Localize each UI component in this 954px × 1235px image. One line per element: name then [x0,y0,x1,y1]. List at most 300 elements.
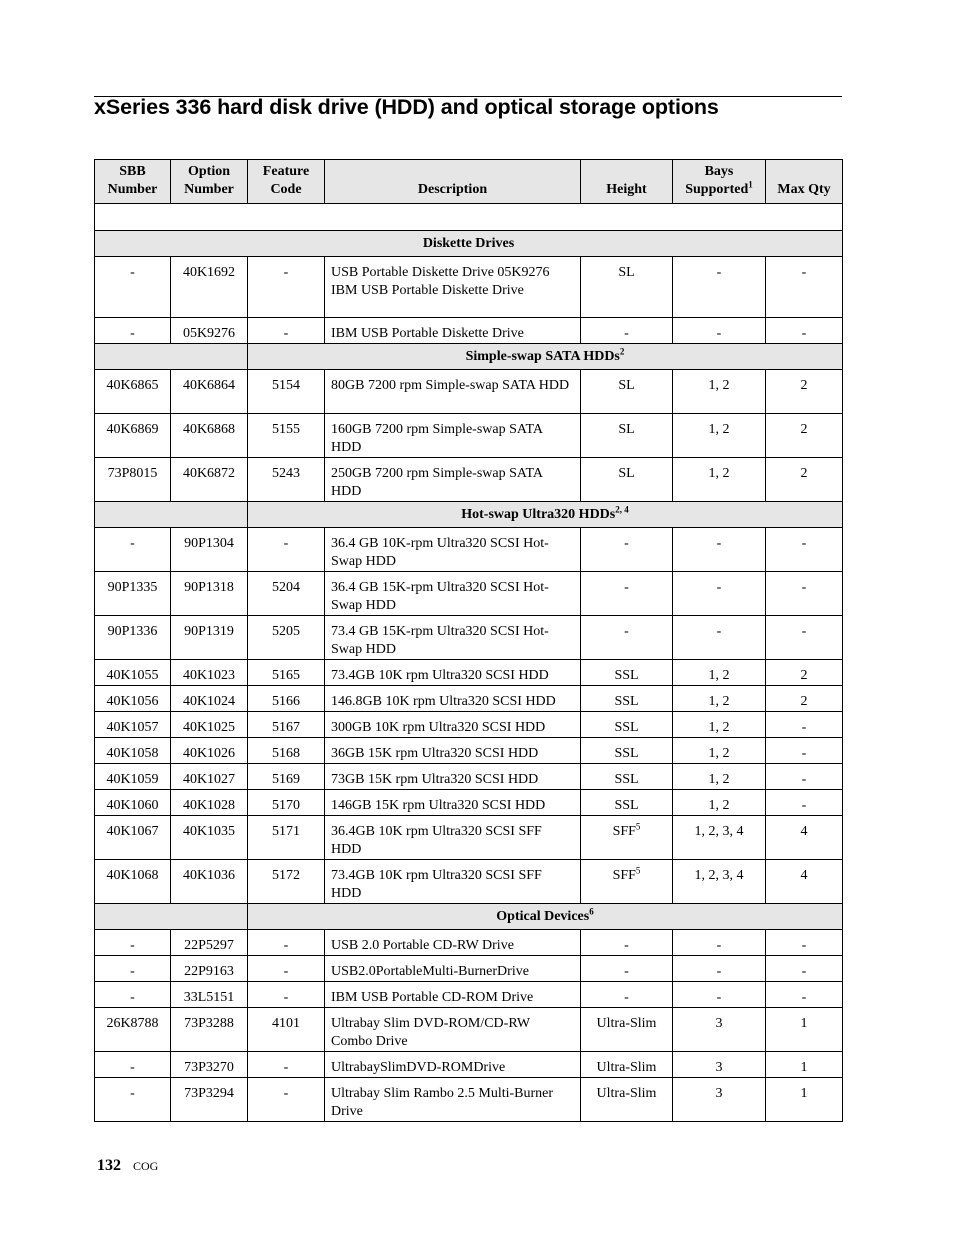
cell-height-value: Ultra-Slim [596,1086,657,1101]
cell-max [766,816,843,860]
cell-max-value: - [801,964,807,979]
cell-feature [248,458,325,502]
cell-desc-value: 73GB 15K rpm Ultra320 SCSI HDD [331,772,539,787]
cell-height-value: SSL [614,746,639,761]
table-row [95,930,843,956]
cell-sbb [95,257,171,318]
cell-option [171,660,248,686]
cell-bays-value: 1, 2 [708,772,730,787]
cell-desc-value: 160GB 7200 rpm Simple-swap SATA HDD [331,422,543,455]
cell-desc-value: USB Portable Diskette Drive 05K9276 IBM USB Portable Diskette Drive [331,265,550,298]
cell-option [171,572,248,616]
cell-sbb-value: 40K1058 [106,746,159,761]
cell-bays [673,790,766,816]
cell-desc-value: 146GB 15K rpm Ultra320 SCSI HDD [331,798,546,813]
cell-sbb-value: - [130,990,135,1005]
cell-max-value: 4 [800,824,808,839]
cell-sbb [95,572,171,616]
section-empty-cell [95,904,248,930]
cell-height [581,458,673,502]
cell-feature [248,572,325,616]
page-title: xSeries 336 hard disk drive (HDD) and optical storage options [94,95,719,119]
cell-max [766,318,843,344]
cell-max-value: 2 [800,378,808,393]
cell-option [171,956,248,982]
cell-sbb-value: 40K1057 [106,720,159,735]
cell-desc [325,686,581,712]
cell-sbb-value: 40K1060 [106,798,159,813]
cell-option [171,764,248,790]
cell-bays [673,930,766,956]
cell-feature-value: 5171 [272,824,300,839]
cell-height [581,930,673,956]
cell-feature-value: - [283,964,289,979]
storage-options-table [94,159,843,1122]
header-bays-supported [673,160,766,204]
table-row [95,738,843,764]
cell-feature-value: - [283,990,289,1005]
cell-desc [325,572,581,616]
cell-max [766,1052,843,1078]
cell-feature [248,764,325,790]
cell-desc-value: 73.4GB 10K rpm Ultra320 SCSI SFF HDD [331,868,542,901]
cell-option [171,686,248,712]
cell-option-value: 40K1035 [182,824,236,839]
page-number: 132 [97,1157,121,1174]
cell-sbb [95,982,171,1008]
cell-sbb-value: 40K1067 [106,824,159,839]
cell-height-value: SSL [614,694,639,709]
cell-sbb [95,764,171,790]
cell-sbb-value: 40K1055 [106,668,159,683]
header-sbb-number: SBB Number [95,160,171,204]
cell-bays-value: 3 [715,1060,723,1075]
cell-max [766,370,843,414]
cell-desc-value: 36.4GB 10K rpm Ultra320 SCSI SFF HDD [331,824,542,857]
header-row [95,160,843,204]
cell-desc-value: IBM USB Portable Diskette Drive [331,326,524,341]
cell-bays [673,738,766,764]
cell-bays-value: - [716,938,722,953]
cell-max [766,930,843,956]
cell-bays-value: 1, 2 [708,746,730,761]
cell-desc-value: 73.4GB 10K rpm Ultra320 SCSI HDD [331,668,549,683]
cell-height [581,1008,673,1052]
cell-sbb-value: 40K1056 [106,694,159,709]
cell-feature [248,956,325,982]
cell-bays [673,860,766,904]
cell-bays [673,816,766,860]
table-row [95,1008,843,1052]
cell-feature [248,790,325,816]
cell-option [171,712,248,738]
cell-desc-value: Ultrabay Slim DVD-ROM/CD-RW Combo Drive [331,1016,530,1049]
cell-feature [248,860,325,904]
cell-feature-value: 5172 [272,868,300,883]
cell-option-value: 22P5297 [184,938,234,953]
cell-max [766,257,843,318]
cell-option [171,860,248,904]
cell-bays-value: - [716,265,722,280]
cell-height [581,790,673,816]
cell-height-value: - [624,964,629,979]
cell-max [766,1008,843,1052]
table-row [95,528,843,572]
cell-bays-value: - [716,580,722,595]
cell-desc-value: Ultrabay Slim Rambo 2.5 Multi-Burner Drive [331,1086,554,1119]
cell-option [171,616,248,660]
section-footnote: 2, 4 [615,504,629,515]
cell-bays-value: - [716,624,722,639]
section-row-optical [95,904,843,930]
cell-sbb [95,528,171,572]
cell-max [766,860,843,904]
table-row [95,790,843,816]
cell-desc-value: 80GB 7200 rpm Simple-swap SATA HDD [331,378,570,393]
cell-sbb-value: 26K8788 [106,1016,159,1031]
height-footnote: 5 [635,865,641,876]
cell-max-value: - [801,536,807,551]
cell-height-value: SSL [614,668,639,683]
cell-feature-value: 5205 [272,624,300,639]
cell-feature-value: 5204 [272,580,300,595]
cell-bays [673,458,766,502]
cell-feature [248,660,325,686]
cell-sbb [95,930,171,956]
cell-feature-value: - [283,265,289,280]
cell-option-value: 40K1023 [182,668,236,683]
cell-feature-value: 5169 [272,772,300,787]
cell-max-value: 1 [800,1086,808,1101]
cell-bays [673,660,766,686]
cell-sbb [95,458,171,502]
footer-text: COG [133,1159,159,1173]
cell-desc [325,318,581,344]
cell-max [766,1078,843,1122]
cell-bays [673,257,766,318]
cell-max-value: 1 [800,1060,808,1075]
cell-max-value: - [801,326,807,341]
cell-desc-value: IBM USB Portable CD-ROM Drive [331,990,534,1005]
cell-sbb [95,414,171,458]
cell-height-value: - [624,990,629,1005]
cell-option [171,738,248,764]
cell-height-value: SSL [614,798,639,813]
cell-height-value: - [624,326,629,341]
cell-feature [248,257,325,318]
cell-height [581,982,673,1008]
cell-sbb [95,318,171,344]
cell-feature [248,370,325,414]
cell-height-value: SL [618,422,635,437]
cell-sbb-value: 40K1068 [106,868,159,883]
cell-bays-value: - [716,990,722,1005]
cell-feature [248,930,325,956]
cell-feature-value: 5168 [272,746,300,761]
cell-option-value: 90P1319 [184,624,234,639]
cell-feature-value: - [283,326,289,341]
cell-feature [248,1078,325,1122]
cell-sbb-value: - [130,964,135,979]
cell-option [171,528,248,572]
cell-option-value: 73P3294 [184,1086,234,1101]
section-label-cell [248,502,843,528]
cell-desc [325,1052,581,1078]
cell-bays [673,712,766,738]
cell-sbb [95,1078,171,1122]
cell-height-value: SSL [614,772,639,787]
cell-bays-value: 3 [715,1016,723,1031]
cell-option [171,930,248,956]
cell-bays-value: - [716,326,722,341]
cell-max-value: - [801,798,807,813]
cell-height [581,860,673,904]
cell-max [766,790,843,816]
cell-sbb-value: 90P1336 [107,624,158,639]
cell-feature-value: 5167 [272,720,300,735]
cell-desc [325,930,581,956]
section-empty-cell [95,502,248,528]
cell-option-value: 40K1026 [182,746,236,761]
cell-max [766,528,843,572]
cell-option-value: 05K9276 [182,326,236,341]
section-row-diskette [95,231,843,257]
cell-option-value: 40K1024 [182,694,236,709]
height-footnote: 5 [635,821,641,832]
cell-max [766,458,843,502]
cell-sbb [95,1008,171,1052]
cell-height [581,257,673,318]
cell-height-value: SL [618,265,635,280]
cell-max-value: - [801,720,807,735]
cell-max-value: 2 [800,466,808,481]
table-row [95,616,843,660]
header-feature-code: Feature Code [248,160,325,204]
table-row [95,686,843,712]
cell-desc [325,414,581,458]
cell-bays [673,764,766,790]
cell-sbb [95,370,171,414]
cell-desc-value: 36.4 GB 10K-rpm Ultra320 SCSI Hot-Swap HDD [331,536,549,569]
header-description: Description [325,160,581,204]
cell-bays-value: 1, 2 [708,422,730,437]
cell-sbb [95,956,171,982]
cell-feature-value: - [283,1060,289,1075]
cell-bays-value: 1, 2, 3, 4 [694,868,744,883]
table-row [95,370,843,414]
cell-sbb-value: 90P1335 [107,580,158,595]
cell-option [171,370,248,414]
section-label-cell [248,344,843,370]
section-label-cell [248,904,843,930]
cell-feature-value: 5165 [272,668,300,683]
cell-desc [325,956,581,982]
cell-height [581,414,673,458]
cell-max [766,764,843,790]
cell-option-value: 40K6868 [182,422,236,437]
table-row [95,764,843,790]
cell-sbb [95,616,171,660]
cell-feature [248,712,325,738]
section-row-sata [95,344,843,370]
cell-bays [673,414,766,458]
cell-desc [325,616,581,660]
cell-sbb [95,738,171,764]
cell-option-value: 40K1025 [182,720,236,735]
table-row [95,414,843,458]
cell-feature-value: 5154 [272,378,300,393]
cell-height [581,370,673,414]
cell-feature [248,738,325,764]
section-row-hotswap [95,502,843,528]
cell-height-value: Ultra-Slim [596,1016,657,1031]
cell-sbb-value: - [130,1060,135,1075]
cell-option-value: 73P3270 [184,1060,234,1075]
cell-height [581,686,673,712]
cell-option-value: 40K1692 [182,265,236,280]
cell-desc [325,458,581,502]
table-row [95,816,843,860]
cell-feature-value: 5166 [272,694,300,709]
table-row [95,982,843,1008]
cell-desc-value: 300GB 10K rpm Ultra320 SCSI HDD [331,720,546,735]
cell-sbb [95,712,171,738]
cell-max [766,956,843,982]
cell-desc [325,816,581,860]
cell-max-value: - [801,938,807,953]
cell-bays [673,370,766,414]
cell-sbb [95,1052,171,1078]
cell-option [171,1008,248,1052]
cell-bays-value: 1, 2 [708,798,730,813]
cell-feature-value: 5155 [272,422,300,437]
cell-sbb [95,660,171,686]
section-footnote: 6 [589,906,594,917]
cell-bays [673,1008,766,1052]
cell-feature-value: 5170 [272,798,300,813]
cell-option-value: 40K1036 [182,868,236,883]
cell-option [171,1078,248,1122]
table-row [95,318,843,344]
section-footnote: 2 [619,346,625,357]
cell-sbb-value: 73P8015 [107,466,158,481]
cell-bays-value: 1, 2 [708,668,730,683]
cell-sbb [95,686,171,712]
cell-feature-value: - [283,536,289,551]
table-row [95,956,843,982]
section-label: Optical Devices [496,908,590,924]
cell-max [766,616,843,660]
cell-sbb [95,860,171,904]
cell-option-value: 40K1028 [182,798,236,813]
cell-desc-value: USB 2.0 Portable CD-RW Drive [331,938,514,953]
cell-height-value: SSL [614,720,639,735]
cell-bays [673,956,766,982]
cell-height [581,318,673,344]
cell-sbb [95,790,171,816]
cell-feature [248,528,325,572]
cell-option [171,790,248,816]
section-label: Simple-swap SATA HDDs [465,348,620,364]
cell-max-value: - [801,624,807,639]
cell-sbb-value: - [130,938,135,953]
cell-height [581,816,673,860]
cell-desc [325,790,581,816]
cell-desc [325,1008,581,1052]
cell-sbb-value: 40K6865 [106,378,159,393]
cell-max [766,712,843,738]
cell-option-value: 40K6872 [182,466,236,481]
cell-max-value: 2 [800,668,808,683]
cell-bays-value: 1, 2 [708,694,730,709]
cell-desc [325,712,581,738]
cell-desc-value: UltrabaySlimDVD-ROMDrive [331,1060,506,1075]
cell-sbb-value: - [130,265,135,280]
cell-max [766,572,843,616]
cell-option-value: 40K6864 [182,378,236,393]
cell-height-value: Ultra-Slim [596,1060,657,1075]
cell-bays-value: - [716,964,722,979]
cell-desc [325,1078,581,1122]
cell-height [581,1052,673,1078]
cell-option [171,257,248,318]
cell-feature [248,816,325,860]
table-row [95,257,843,318]
cell-max-value: - [801,990,807,1005]
cell-bays [673,528,766,572]
cell-height [581,660,673,686]
header-bays-footnote: 1 [748,178,753,189]
cell-height [581,572,673,616]
cell-max-value: - [801,265,807,280]
cell-feature [248,616,325,660]
cell-option [171,816,248,860]
cell-height-value: SL [618,378,635,393]
table-body [95,204,843,1122]
cell-sbb-value: 40K1059 [106,772,159,787]
header-max-qty: Max Qty [766,160,843,204]
cell-bays [673,1052,766,1078]
cell-max [766,686,843,712]
cell-option-value: 22P9163 [184,964,234,979]
table-row [95,572,843,616]
cell-desc [325,860,581,904]
cell-feature-value: - [283,1086,289,1101]
cell-height [581,528,673,572]
cell-desc-value: USB2.0PortableMulti-BurnerDrive [331,964,529,979]
cell-desc [325,982,581,1008]
cell-max [766,414,843,458]
section-empty-cell [95,344,248,370]
cell-option-value: 90P1304 [184,536,234,551]
cell-desc [325,764,581,790]
cell-desc [325,660,581,686]
cell-desc [325,738,581,764]
table-row [95,712,843,738]
cell-feature-value: 4101 [272,1016,300,1031]
cell-height [581,738,673,764]
cell-max [766,660,843,686]
cell-feature-value: - [283,938,289,953]
page-footer [97,1157,158,1175]
cell-bays [673,616,766,660]
cell-height [581,712,673,738]
cell-sbb-value: - [130,1086,135,1101]
cell-bays-value: - [716,536,722,551]
blank-row [95,204,843,231]
table-row [95,660,843,686]
cell-height-value: - [624,580,629,595]
